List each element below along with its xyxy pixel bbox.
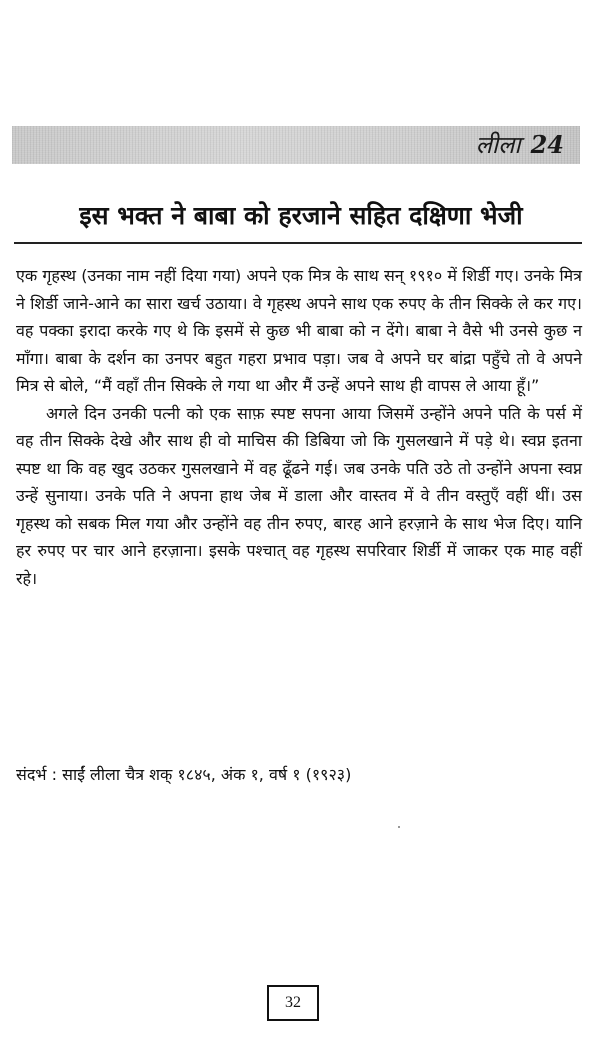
chapter-word: लीला — [475, 131, 521, 159]
page-title: इस भक्त ने बाबा को हरजाने सहित दक्षिणा भेजी — [79, 201, 523, 230]
chapter-header-band — [12, 126, 580, 164]
reference-line: संदर्भ : साईं लीला चैत्र शक् १८४५, अंक १, वर्ष १ (१९२३) — [16, 765, 352, 784]
paragraph-2: अगले दिन उनकी पत्नी को एक साफ़ स्पष्ट सपना आया जिसमें उन्होंने अपने पति के पर्स में वह तीन सिक्के देखे और साथ ही वो माचिस की डिबिया जो कि गुसलखाने में पड़े थे। स्वप्न इतना स्पष्ट था कि वह खुद उठकर गुसलखाने में वह ढूँढने गई। जब उनके पति उठे तो उन्होंने अपना स्वप्न उन्हें सुनाया। उनके पति ने अपना हाथ जेब में डाला और वास्तव में वे तीन वस्तुएँ वहीं थीं। उस गृहस्थ को सबक मिल गया और उन्होंने वह तीन रुपए, बारह आने हरज़ाने के साथ भेज दिए। यानि हर रुपए पर चार आने हरज़ाना। इसके पश्चात् वह गृहस्थ सपरिवार शिर्डी में जाकर एक माह वहीं रहे। — [16, 403, 582, 588]
body-text — [16, 262, 582, 592]
page-number: 32 — [285, 994, 301, 1011]
chapter-number: 24 — [530, 130, 564, 159]
title-underline — [14, 242, 582, 244]
print-speck — [398, 826, 400, 828]
paragraph-1: एक गृहस्थ (उनका नाम नहीं दिया गया) अपने एक मित्र के साथ सन् १९१० में शिर्डी गए। उनके मित्र ने शिर्डी जाने-आने का सारा खर्च उठाया। वे गृहस्थ अपने साथ एक रुपए के तीन सिक्के ले कर गए। वह पक्का इरादा करके गए थे कि इसमें से कुछ भी बाबा को न देंगे। बाबा ने वैसे भी उनसे कुछ न माँगा। बाबा के दर्शन का उनपर बहुत गहरा प्रभाव पड़ा। जब वे अपने घर बांद्रा पहुँचे तो वे अपने मित्र से बोले, “मैं वहाँ तीन सिक्के ले गया था और मैं उन्हें अपने साथ ही वापस ले आया हूँ।” — [16, 266, 582, 395]
chapter-label — [476, 130, 564, 160]
page-number-box — [267, 985, 319, 1021]
